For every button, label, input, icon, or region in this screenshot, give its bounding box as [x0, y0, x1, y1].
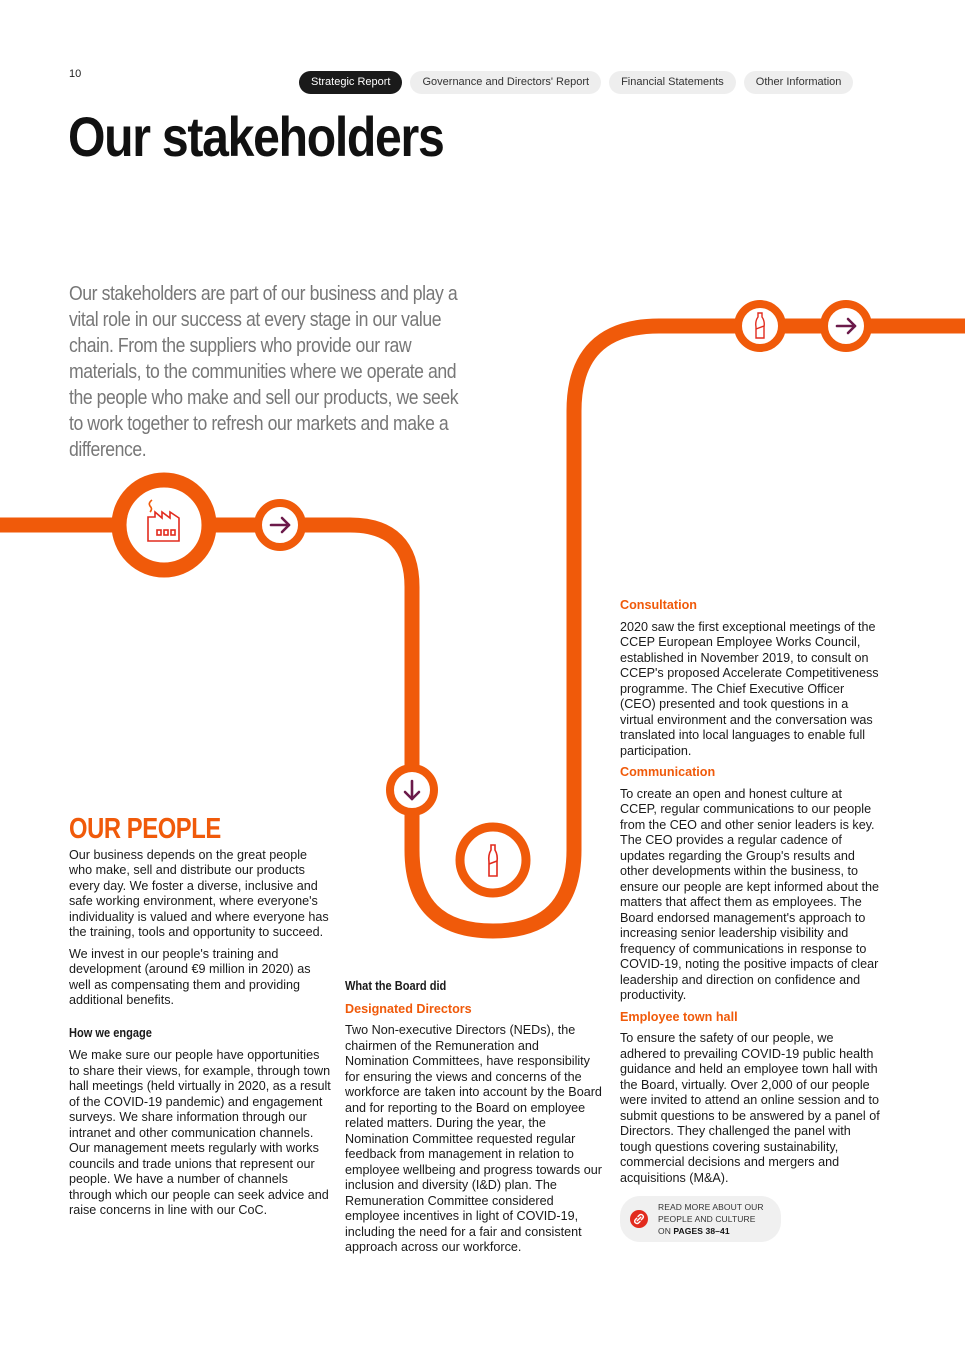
arrow-node-2[interactable] [390, 768, 434, 812]
bottle-node-2 [738, 304, 782, 348]
page-number: 10 [69, 68, 82, 80]
how-we-engage-heading: How we engage [69, 1024, 152, 1040]
read-more-link[interactable] [620, 1196, 781, 1242]
board-column [345, 978, 603, 1262]
communication-text: To create an open and honest culture at CCEP, regular communications to our people from the CEO and other senior leaders is key. The CEO provides a regular cadence of updates regarding the Group's results and other developments within the business, to ensure our people are kept informed about the matters that affect them as employees. The Board endorsed management's approach to increasing senior leadership visibility and frequency of communications in response to COVID-19, noting the positive impacts of clear leadership and direction on confidence and productivity. [620, 786, 880, 1002]
engagement-column [620, 598, 882, 1242]
communication-heading: Communication [620, 765, 716, 779]
factory-node [119, 480, 209, 570]
our-people-paragraph-2: We invest in our people's training and development (around €9 million in 2020) as well as compensating them and providing additional benefits. [69, 946, 311, 1007]
intro-text: Our stakeholders are part of our business and play a vital role in our success at every stage in our value chain. From the suppliers who provide our raw materials, to the communities where we operate and the people who make and sell our products, we seek to work together to refresh our markets and make a difference. [69, 282, 459, 461]
tab-financial-statements[interactable]: Financial Statements [609, 71, 736, 94]
link-icon [630, 1210, 648, 1228]
arrow-node-1[interactable] [258, 503, 302, 547]
consultation-heading: Consultation [620, 598, 697, 612]
page-title: Our stakeholders [68, 105, 444, 168]
read-more-text [658, 1201, 767, 1237]
bottle-node-1 [460, 827, 526, 893]
consultation-text: 2020 saw the first exceptional meetings of the CCEP European Employee Works Council, established in November 2019, to consult on CCEP's proposed Accelerate Competitiveness programme. The Chief Executive Officer (CEO) presented and took questions in a virtual environment and the conversation was translated into local languages to enable full participation. [620, 619, 879, 758]
tab-other-information[interactable]: Other Information [744, 71, 854, 94]
read-more-pages: PAGES 38–41 [673, 1226, 730, 1236]
our-people-paragraph-1: Our business depends on the great people who make, sell and distribute our products every day. We foster a diverse, inclusive and safe working environment, where everyone's individuality is valued and where everyone has the training, tools and opportunity to succeed. [69, 847, 329, 939]
town-hall-heading: Employee town hall [620, 1009, 738, 1024]
tab-governance[interactable]: Governance and Directors' Report [410, 71, 601, 94]
town-hall-text: To ensure the safety of our people, we adhered to prevailing COVID-19 public health guidance and held an employee town hall with the Board, virtually. Over 2,000 of our people were invited to attend an online session and to submit questions to be answered by a panel of Directors. They challenged the panel with tough questions covering sustainability, commercial decisions and mergers and acquisitions (M&A). [620, 1031, 880, 1185]
read-more-label: READ MORE ABOUT OUR PEOPLE AND CULTURE ON [658, 1202, 764, 1236]
our-people-column [69, 813, 331, 1225]
tab-strategic-report[interactable]: Strategic Report [299, 71, 402, 94]
section-heading-our-people: OUR PEOPLE [69, 813, 221, 845]
designated-directors-text: Two Non-executive Directors (NEDs), the chairmen of the Remuneration and Nomination Committees, have responsibility for ensuring the views and concerns of the workforce are taken into account by the Board and for reporting to the Board on employee related matters. During the year, the Nomination Committee requested regular feedback from management in relation to employee wellbeing and progress towards our inclusion and diversity (I&D) plan. The Remuneration Committee considered employee incentives in light of COVID-19, including the need for a fair and consistent approach across our workforce. [345, 1023, 602, 1254]
what-the-board-did-heading: What the Board did [345, 978, 447, 993]
designated-directors-heading: Designated Directors [345, 1001, 472, 1016]
how-we-engage-text: We make sure our people have opportunities to share their views, for example, through town hall meetings (held virtually in 2020, as a result of the COVID-19 pandemic) and engagement surveys. We share information through our intranet and other communication channels. Our management meets regularly with works councils and trade unions that represent our people. We have a number of channels through which our people can seek advice and raise concerns in line with our CoC. [69, 1048, 331, 1217]
arrow-node-3[interactable] [824, 304, 868, 348]
